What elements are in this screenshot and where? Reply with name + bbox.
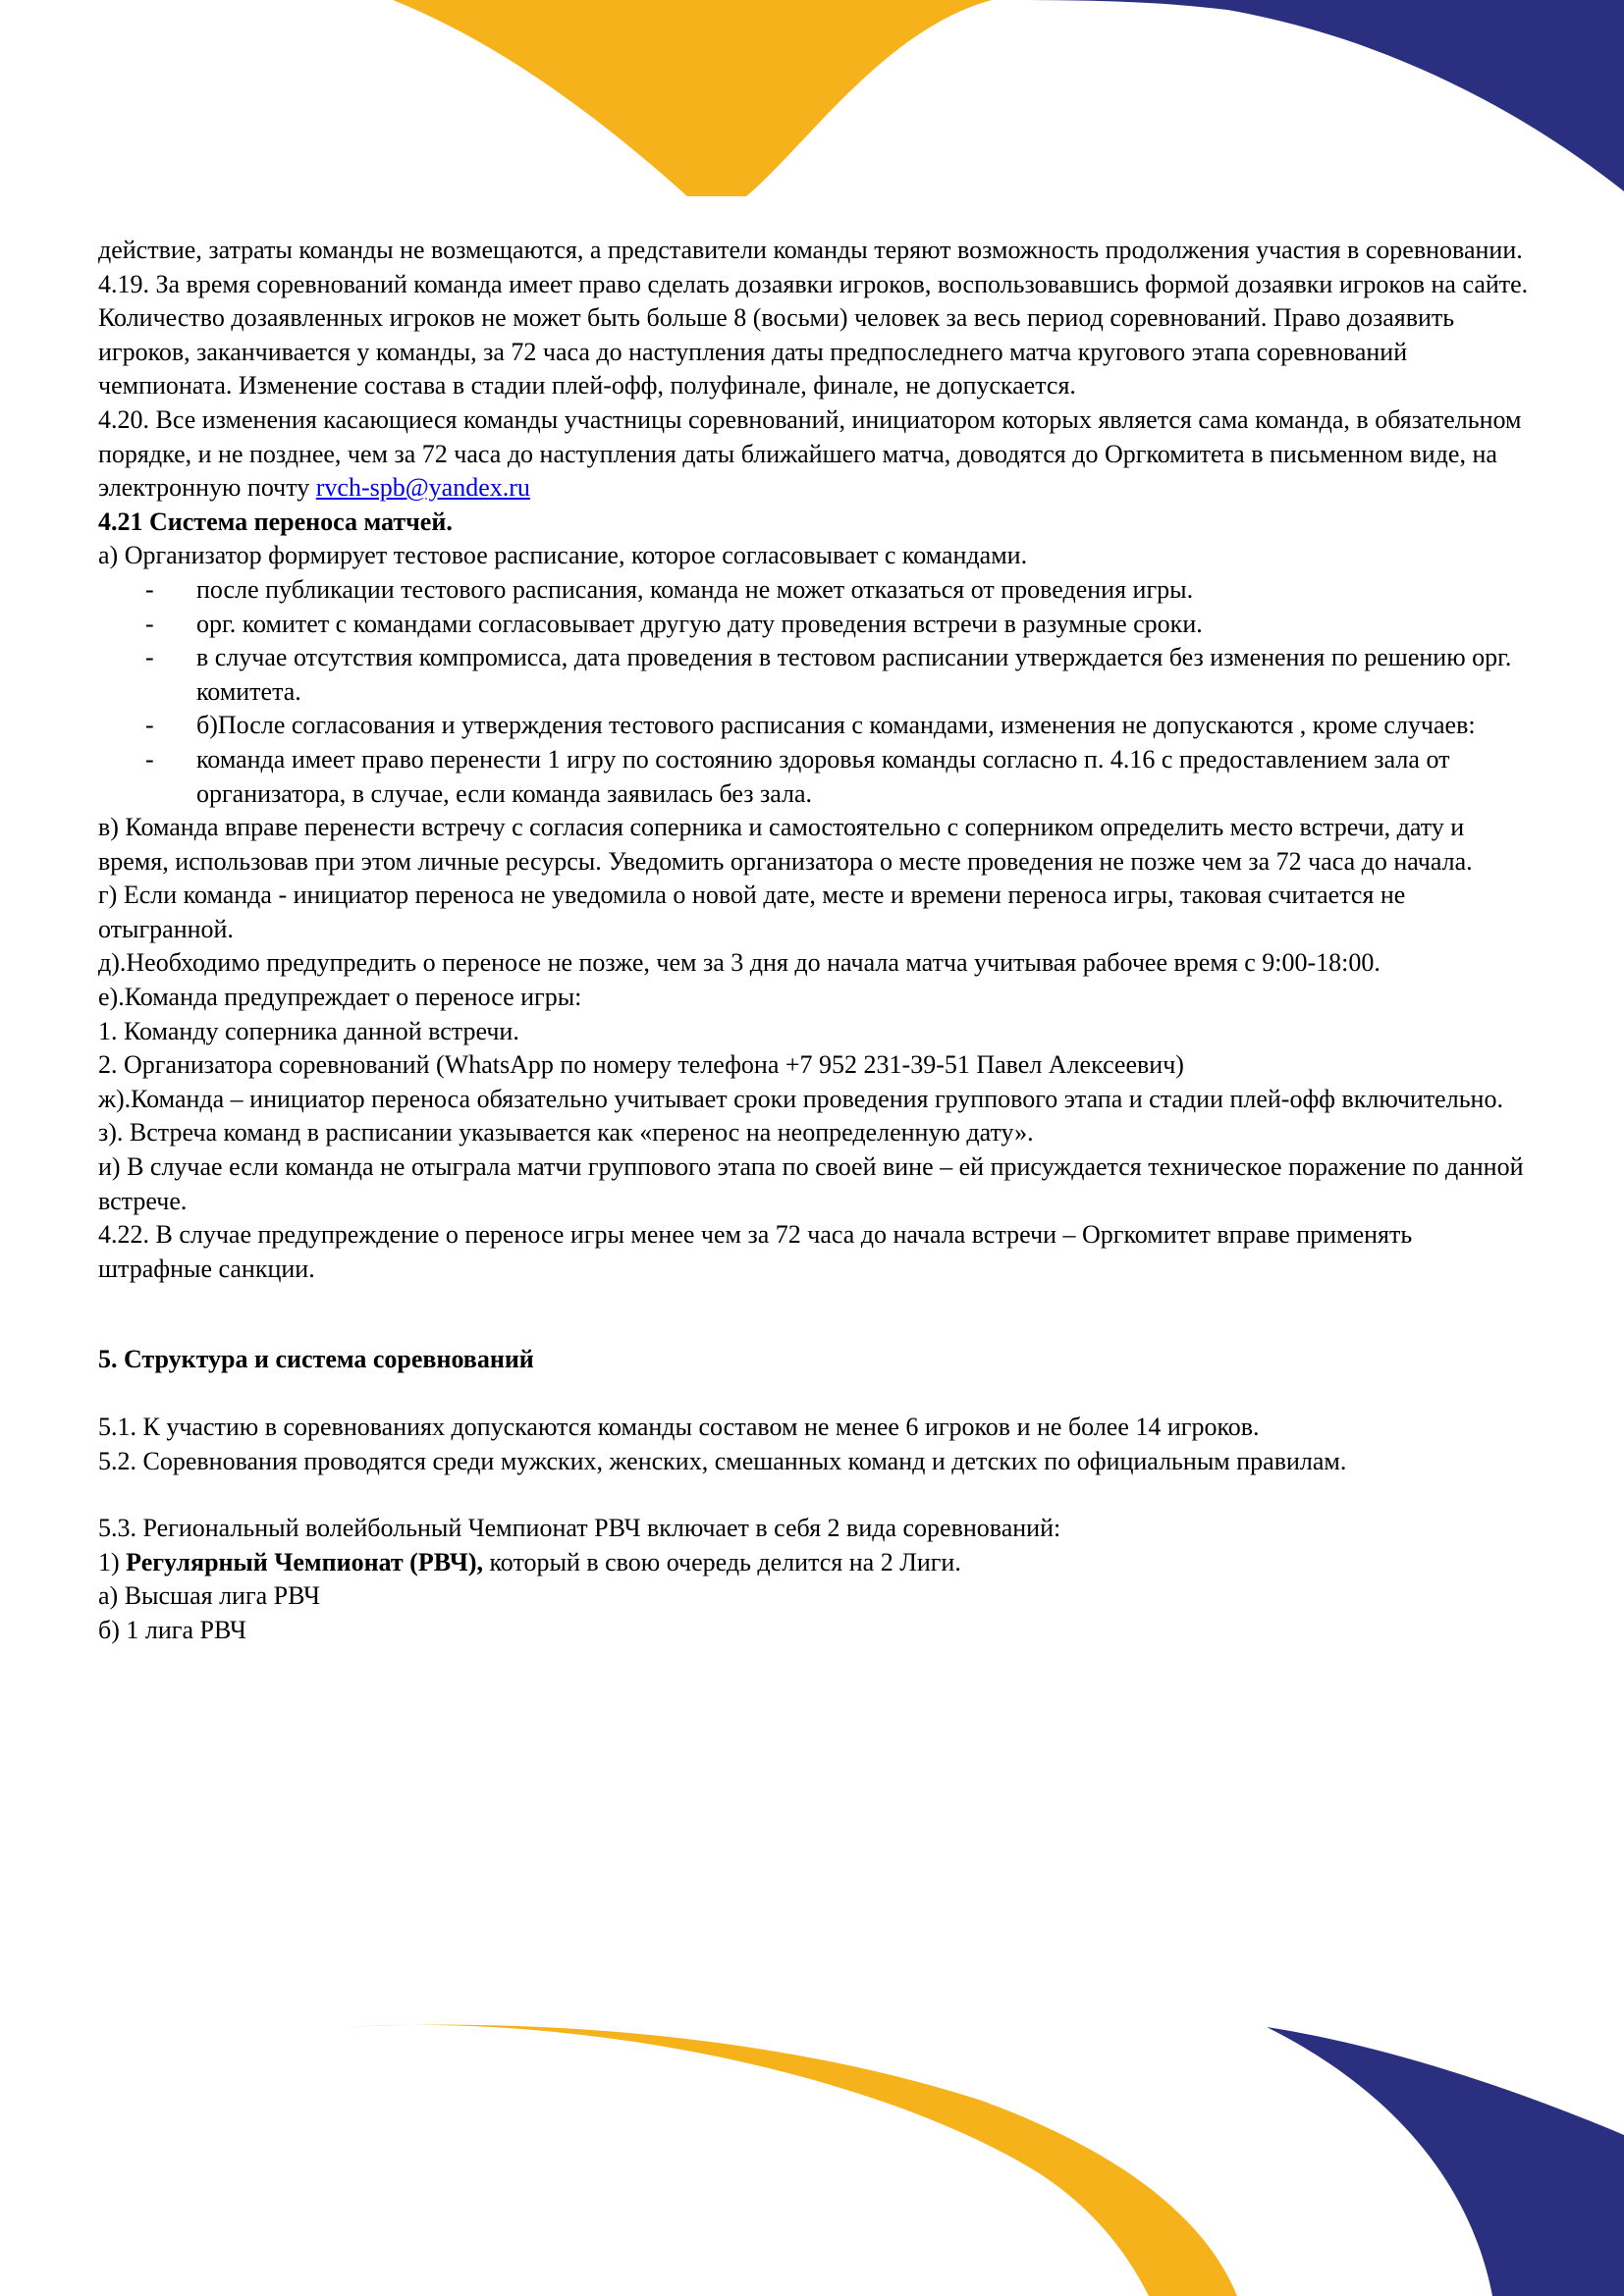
dash-marker: - bbox=[145, 744, 154, 774]
league-b: б) 1 лига РВЧ bbox=[98, 1615, 246, 1644]
list-item bbox=[98, 573, 1532, 608]
paragraph-v: в) Команда вправе перенести встречу с согласия соперника и самостоятельно с соперником определить место встречи, дату и время, использовав при этом личные ресурсы. Уведомить организатора о месте проведения не позже чем за 72 часа до начала. bbox=[98, 813, 1473, 876]
paragraph-5-3: 5.3. Региональный волейбольный Чемпионат РВЧ включает в себя 2 вида соревнований: bbox=[98, 1514, 1061, 1543]
paragraph-5-2: 5.2. Соревнования проводятся среди мужских, женских, смешанных команд и детских по официальным правилам. bbox=[98, 1446, 1347, 1475]
paragraph-5-1: 5.1. К участию в соревнованиях допускаются команды составом не менее 6 игроков и не более 14 игроков. bbox=[98, 1413, 1260, 1441]
list-item bbox=[98, 608, 1532, 642]
paragraph-d: д).Необходимо предупредить о переносе не позже, чем за 3 дня до начала матча учитывая рабочее время с 9:00-18:00. bbox=[98, 948, 1380, 978]
paragraph-4-22: 4.22. В случае предупреждение о переносе игры менее чем за 72 часа до начала встречи – Оргкомитет вправе применять штрафные санкции. bbox=[98, 1220, 1413, 1283]
paragraph-5-3-1 bbox=[98, 1546, 1532, 1580]
paragraph-z: з). Встреча команд в расписании указывается как «перенос на неопределенную дату». bbox=[98, 1118, 1034, 1148]
list-item-text: в случае отсутствия компромисса, дата проведения в тестовом расписании утверждается без изменения по решению орг. комитета. bbox=[196, 643, 1512, 706]
paragraph-g: г) Если команда - инициатор переноса не уведомила о новой дате, месте и времени переноса игры, таковая считается не отыгранной. bbox=[98, 881, 1406, 943]
paragraph-5-3-1-rest: который в свою очередь делится на 2 Лиги. bbox=[482, 1547, 961, 1576]
paragraph-e: е).Команда предупреждает о переносе игры: bbox=[98, 983, 582, 1012]
paragraph-4-20-text: 4.20. Все изменения касающиеся команды участницы соревнований, инициатором которых является сама команда, в обязательном порядке, и не позднее, чем за 72 часа до наступления даты ближайшего матча, доводятся до Оргкомитета в письменном виде, на электронную почту bbox=[98, 404, 1522, 503]
list-item-text: б)После согласования и утверждения тестового расписания с командами, изменения не допускаются , кроме случаев: bbox=[196, 711, 1476, 740]
dash-marker: - bbox=[145, 574, 154, 604]
heading-4-21: 4.21 Система переноса матчей. bbox=[98, 507, 453, 536]
list-item-text: команда имеет право перенести 1 игру по состоянию здоровья команды согласно п. 4.16 с предоставлением зала от организатора, в случае, если команда заявилась без зала. bbox=[196, 744, 1450, 808]
paragraph-continuation: действие, затраты команды не возмещаются, а представители команды теряют возможность продолжения участия в соревновании. bbox=[98, 236, 1523, 264]
paragraph-4-19: 4.19. За время соревнований команда имеет право сделать дозаявки игроков, воспользовавшись формой дозаявки игроков на сайте. Количество дозаявленных игроков не может быть больше 8 (восьми) человек за весь период соревнований. Право дозаявить игроков, заканчивается у команды, за 72 часа до наступления даты предпоследнего матча кругового этапа соревнований чемпионата. Изменение состава в стадии плей-офф, полуфинале, финале, не допускается. bbox=[98, 269, 1529, 400]
dash-marker: - bbox=[145, 609, 154, 638]
paragraph-i: и) В случае если команда не отыграла матчи группового этапа по своей вине – ей присуждается техническое поражение по данной встрече. bbox=[98, 1152, 1524, 1215]
heading-section-5: 5. Структура и система соревнований bbox=[98, 1345, 534, 1374]
list-prefix: 1) bbox=[98, 1547, 127, 1576]
dash-marker: - bbox=[145, 711, 154, 740]
paragraph-4-20 bbox=[98, 403, 1532, 506]
dash-marker: - bbox=[145, 643, 154, 672]
list-item-text: орг. комитет с командами согласовывает другую дату проведения встречи в разумные сроки. bbox=[196, 609, 1203, 638]
paragraph-zh: ж).Команда – инициатор переноса обязательно учитывает сроки проведения группового этапа и стадии плей-офф включительно. bbox=[98, 1084, 1503, 1113]
email-link[interactable]: rvch-spb@yandex.ru bbox=[315, 473, 530, 503]
list-item bbox=[98, 641, 1532, 709]
list-item-text: после публикации тестового расписания, команда не может отказаться от проведения игры. bbox=[196, 574, 1194, 604]
footer-wave-decoration bbox=[0, 2017, 1624, 2296]
paragraph-e-1: 1. Команду соперника данной встречи. bbox=[98, 1016, 519, 1045]
list-item bbox=[98, 709, 1532, 743]
document-body bbox=[98, 234, 1532, 1648]
paragraph-e-2: 2. Организатора соревнований (WhatsApp по номеру телефона +7 952 231-39-51 Павел Алексеевич) bbox=[98, 1050, 1184, 1080]
header-wave-decoration bbox=[0, 0, 1624, 211]
list-item bbox=[98, 743, 1532, 811]
paragraph-4-21-a: а) Организатор формирует тестовое расписание, которое согласовывает с командами. bbox=[98, 541, 1028, 570]
regular-championship-label: Регулярный Чемпионат (РВЧ), bbox=[126, 1547, 483, 1576]
league-a: а) Высшая лига РВЧ bbox=[98, 1581, 321, 1611]
